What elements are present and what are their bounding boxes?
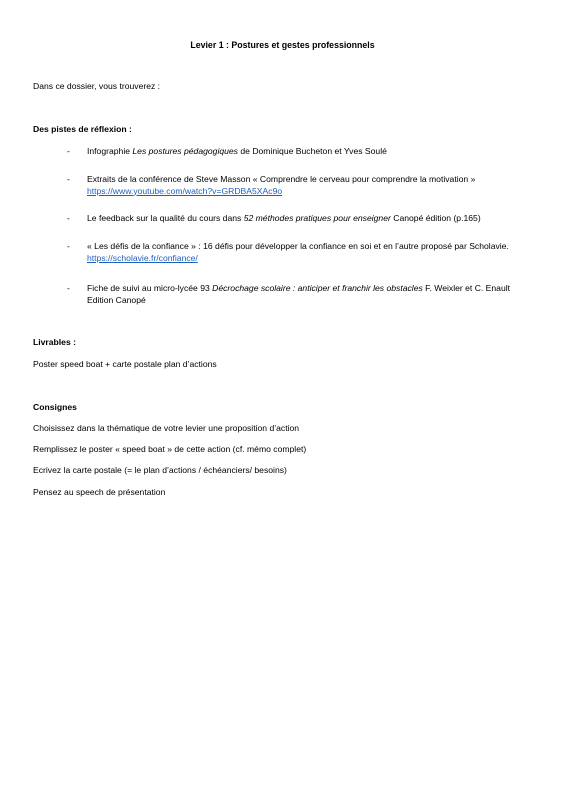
bullet-dash: - <box>67 283 70 293</box>
scholavie-link[interactable]: https://scholavie.fr/confiance/ <box>87 252 198 263</box>
list-item <box>87 241 523 264</box>
youtube-link[interactable]: https://www.youtube.com/watch?v=GRDBA5XAc9o <box>87 185 283 196</box>
item-text: F. Weixler et C. Enault Edition Canopé <box>87 283 511 305</box>
item-italic-title: Décrochage scolaire : anticiper et franchir les obstacles <box>212 283 423 293</box>
bullet-dash: - <box>67 146 70 156</box>
pistes-heading: Des pistes de réflexion : <box>33 124 132 134</box>
consignes-heading: Consignes <box>33 402 77 412</box>
list-item <box>87 146 523 158</box>
item-text: de Dominique Bucheton et Yves Soulé <box>237 146 387 156</box>
list-item <box>87 174 523 197</box>
item-text: Le feedback sur la qualité du cours dans <box>87 213 244 223</box>
consigne-item: Ecrivez la carte postale (= le plan d’actions / échéanciers/ besoins) <box>33 465 287 475</box>
item-text: « Les défis de la confiance » : 16 défis pour développer la confiance en soi et en l’autre proposé par Scholavie. <box>87 241 509 251</box>
list-item <box>87 213 523 225</box>
livrables-heading: Livrables : <box>33 337 76 347</box>
bullet-dash: - <box>67 213 70 223</box>
bullet-dash: - <box>67 174 70 184</box>
consigne-item: Pensez au speech de présentation <box>33 487 166 497</box>
consigne-item: Choisissez dans la thématique de votre levier une proposition d’action <box>33 423 300 433</box>
livrables-text: Poster speed boat + carte postale plan d’actions <box>33 359 217 369</box>
item-text: Canopé édition (p.165) <box>390 213 481 223</box>
bullet-dash: - <box>67 241 70 251</box>
page-title: Levier 1 : Postures et gestes professionnels <box>190 40 375 50</box>
item-italic-title: Les postures pédagogiques <box>132 146 238 156</box>
list-item <box>87 283 523 306</box>
item-italic-title: 52 méthodes pratiques pour enseigner <box>243 213 391 223</box>
item-text: Extraits de la conférence de Steve Masson « Comprendre le cerveau pour comprendre la motivation » <box>87 174 476 184</box>
consigne-item: Remplissez le poster « speed boat » de cette action (cf. mémo complet) <box>33 444 307 454</box>
item-text: Fiche de suivi au micro-lycée 93 <box>87 283 213 293</box>
item-text: Infographie <box>87 146 133 156</box>
intro-text: Dans ce dossier, vous trouverez : <box>33 81 161 91</box>
